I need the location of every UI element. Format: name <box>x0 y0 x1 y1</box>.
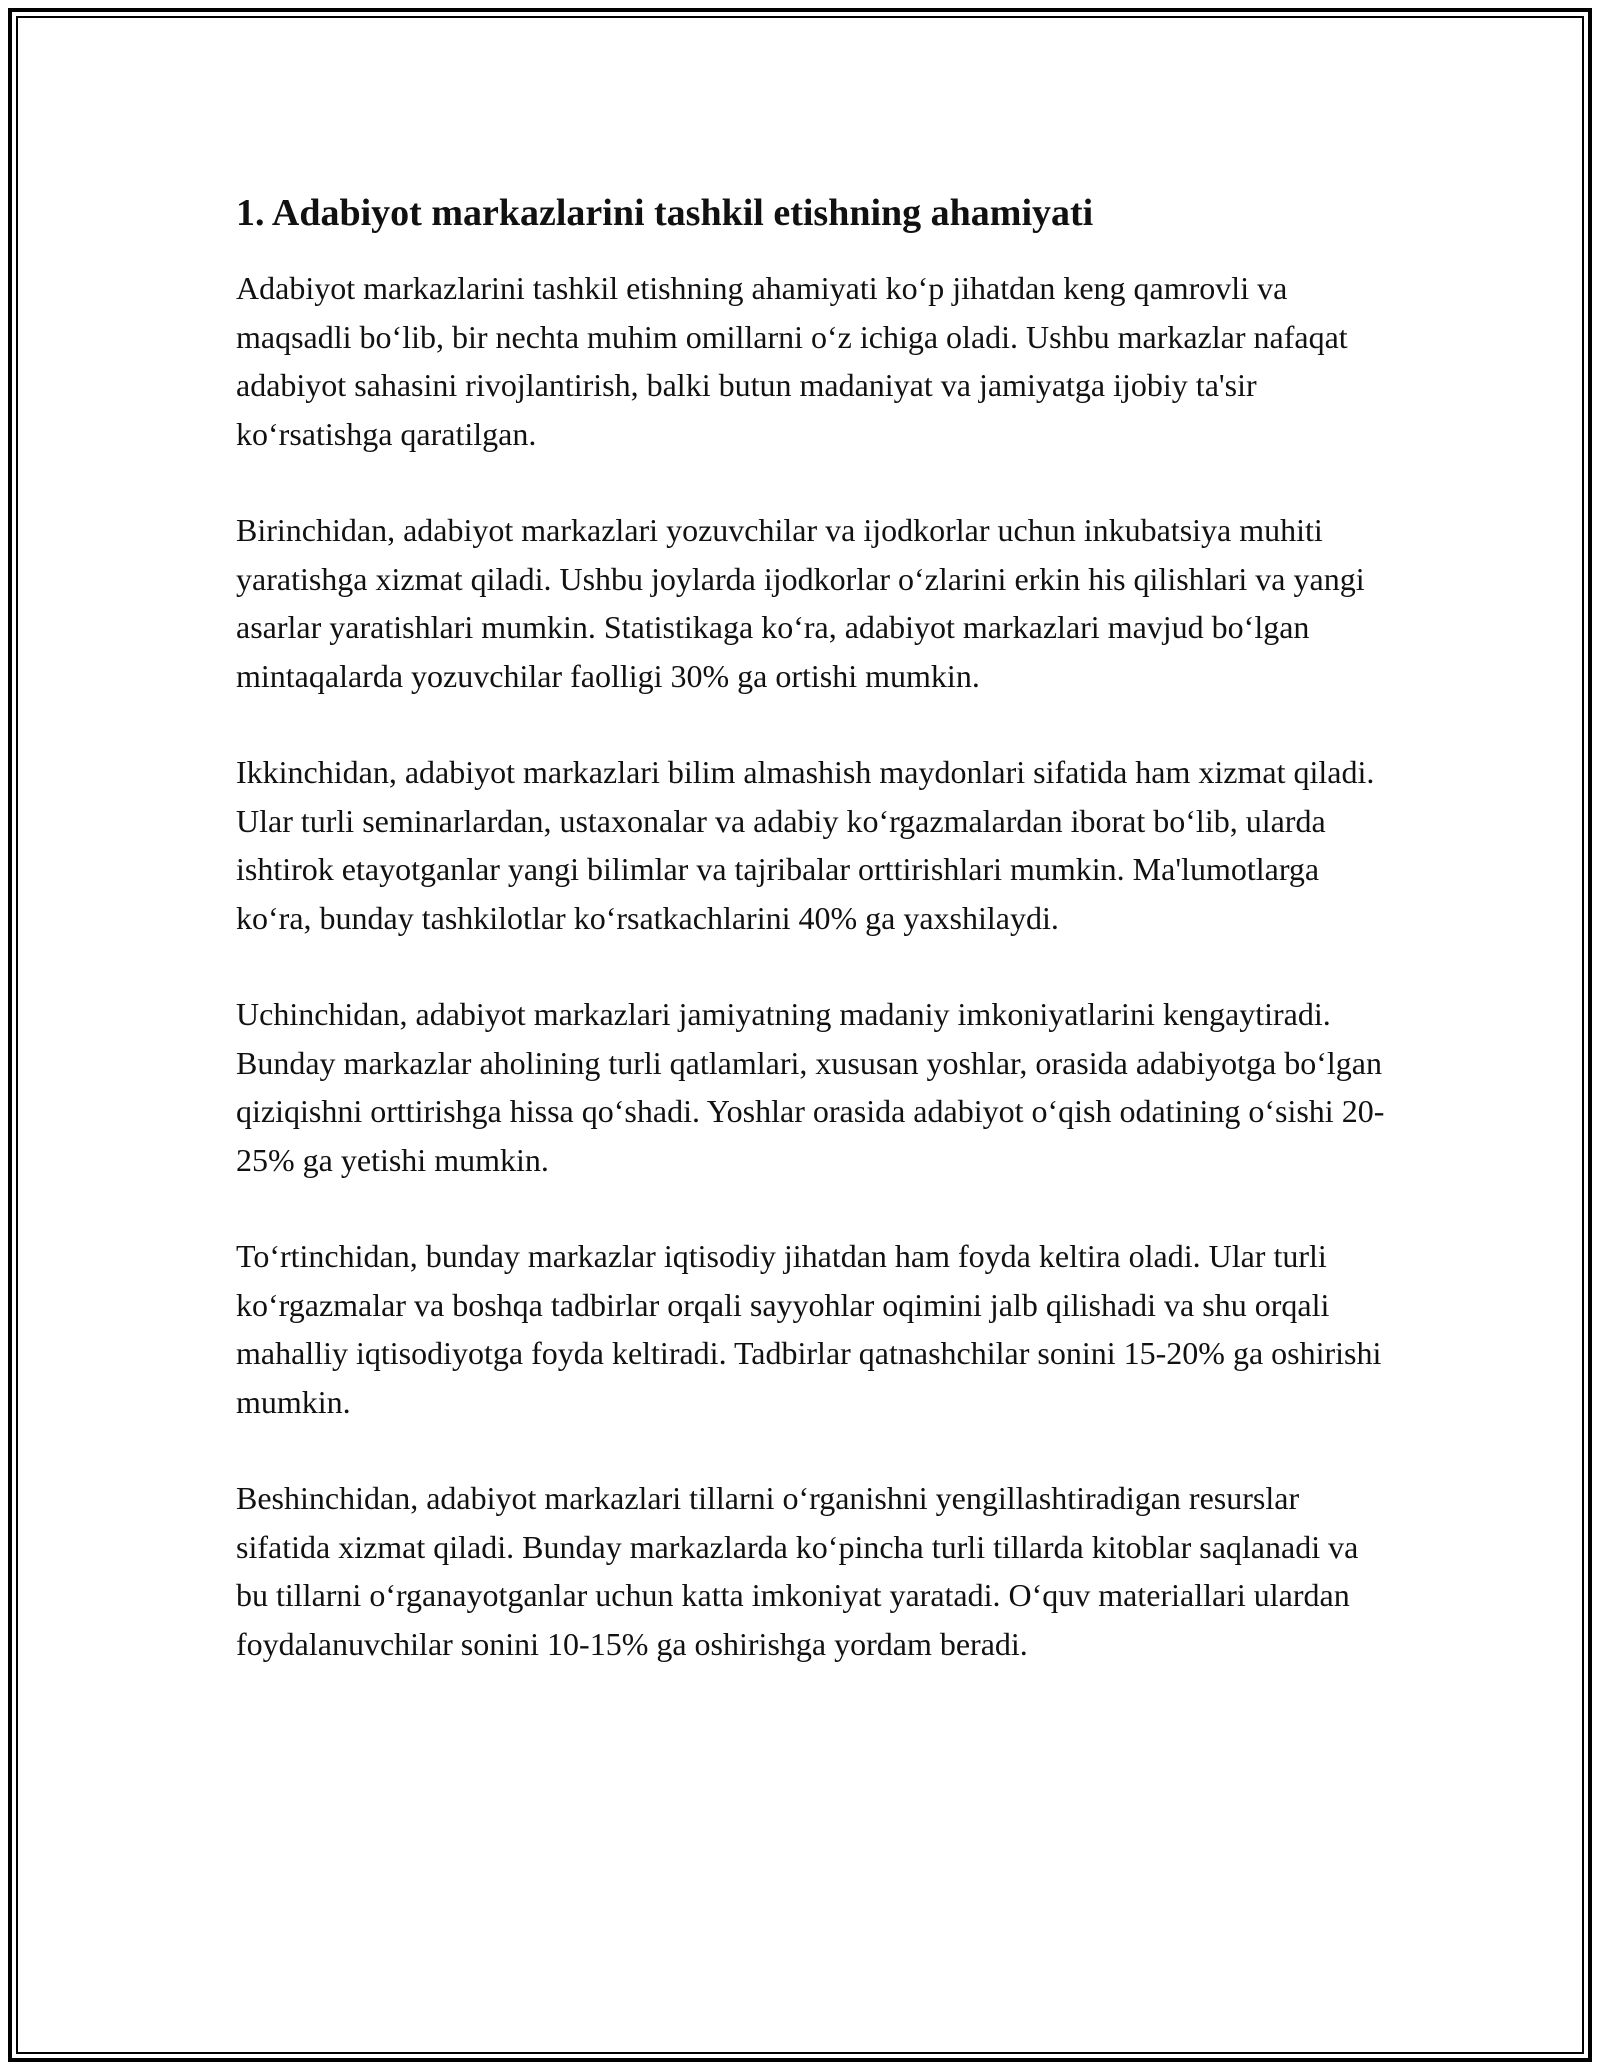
paragraph-third: Uchinchidan, adabiyot markazlari jamiyatning madaniy imkoniyatlarini kengaytiradi. Bunday markazlar aholining turli qatlamlari, xususan yoshlar, orasida adabiyotga bo‘lgan qiziqishni orttirishga hissa qo‘shadi. Yoshlar orasida adabiyot o‘qish odatining o‘sishi 20-25% ga yetishi mumkin. <box>236 996 1385 1178</box>
document-body <box>236 188 1386 1668</box>
paragraph-fourth: To‘rtinchidan, bunday markazlar iqtisodiy jihatdan ham foyda keltira oladi. Ular turli ko‘rgazmalar va boshqa tadbirlar orqali sayyohlar oqimini jalb qilishadi va shu orqali mahalliy iqtisodiyotga foyda keltiradi. Tadbirlar qatnashchilar sonini 15-20% ga oshirishi mumkin. <box>236 1238 1382 1420</box>
paragraph-first: Birinchidan, adabiyot markazlari yozuvchilar va ijodkorlar uchun inkubatsiya muhiti yaratishga xizmat qiladi. Ushbu joylarda ijodkorlar o‘zlarini erkin his qilishlari va yangi asarlar yaratishlari mumkin. Statistikaga ko‘ra, adabiyot markazlari mavjud bo‘lgan mintaqalarda yozuvchilar faolligi 30% ga ortishi mumkin. <box>236 512 1365 694</box>
paragraph-intro: Adabiyot markazlarini tashkil etishning ahamiyati ko‘p jihatdan keng qamrovli va maqsadli bo‘lib, bir nechta muhim omillarni o‘z ichiga oladi. Ushbu markazlar nafaqat adabiyot sahasini rivojlantirish, balki butun madaniyat va jamiyatga ijobiy ta'sir ko‘rsatishga qaratilgan. <box>236 270 1348 452</box>
paragraph-second: Ikkinchidan, adabiyot markazlari bilim almashish maydonlari sifatida ham xizmat qiladi. Ular turli seminarlardan, ustaxonalar va adabiy ko‘rgazmalardan iborat bo‘lib, ularda ishtirok etayotganlar yangi bilimlar va tajribalar orttirishlari mumkin. Ma'lumotlarga ko‘ra, bunday tashkilotlar ko‘rsatkachlarini 40% ga yaxshilaydi. <box>236 754 1375 936</box>
paragraph-fifth: Beshinchidan, adabiyot markazlari tillarni o‘rganishni yengillashtiradigan resurslar sifatida xizmat qiladi. Bunday markazlarda ko‘pincha turli tillarda kitoblar saqlanadi va bu tillarni o‘rganayotganlar uchun katta imkoniyat yaratadi. O‘quv materiallari ulardan foydalanuvchilar sonini 10-15% ga oshirishga yordam beradi. <box>236 1480 1359 1662</box>
section-heading: 1. Adabiyot markazlarini tashkil etishning ahamiyati <box>236 192 1094 234</box>
